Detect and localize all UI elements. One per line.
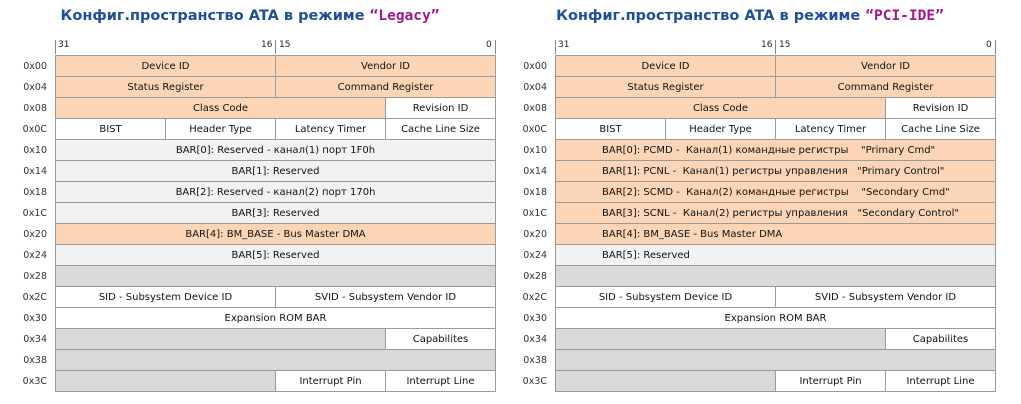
offset-label: 0x04: [23, 82, 47, 93]
revision-id-cell: Revision ID: [385, 97, 496, 119]
reserved-cell: [55, 328, 386, 350]
bist-cell: BIST: [55, 118, 166, 140]
svid-cell: SVID - Subsystem Vendor ID: [275, 286, 496, 308]
offset-label: 0x20: [523, 229, 547, 240]
bar3-cell: BAR[3]: Reserved: [55, 202, 496, 224]
offset-label: 0x2C: [522, 292, 547, 303]
class-code-cell: Class Code: [555, 97, 886, 119]
offset-label: 0x34: [523, 334, 547, 345]
device-id-cell: Device ID: [55, 55, 276, 77]
interrupt-line-cell: Interrupt Line: [385, 370, 496, 392]
reserved-cell: [55, 370, 276, 392]
offset-label: 0x1C: [522, 208, 547, 219]
offset-label: 0x1C: [22, 208, 47, 219]
svid-cell: SVID - Subsystem Vendor ID: [775, 286, 996, 308]
legacy-mode-label: “Legacy”: [369, 8, 440, 24]
device-id-cell: Device ID: [555, 55, 776, 77]
offset-label: 0x0C: [522, 124, 547, 135]
bit-16-label: 16: [261, 40, 273, 50]
interrupt-pin-cell: Interrupt Pin: [775, 370, 886, 392]
expansion-rom-cell: Expansion ROM BAR: [555, 307, 996, 329]
reserved-row-cell: [555, 265, 996, 287]
bist-cell: BIST: [555, 118, 666, 140]
bar2-cell: BAR[2]: SCMD - Канал(2) командные регистры "Secondary Cmd": [555, 181, 996, 203]
pci-ide-panel: [500, 0, 1000, 404]
capabilities-cell: Capabilites: [385, 328, 496, 350]
command-register-cell: Command Register: [775, 76, 996, 98]
offset-label: 0x04: [523, 82, 547, 93]
reserved-row-cell: [55, 265, 496, 287]
bit-31-label: 31: [558, 40, 570, 50]
bar5-cell: BAR[5]: Reserved: [55, 244, 496, 266]
command-register-cell: Command Register: [275, 76, 496, 98]
expansion-rom-cell: Expansion ROM BAR: [55, 307, 496, 329]
offset-label: 0x2C: [22, 292, 47, 303]
offset-label: 0x10: [23, 145, 47, 156]
status-register-cell: Status Register: [55, 76, 276, 98]
offset-label: 0x00: [23, 61, 47, 72]
offset-label: 0x24: [523, 250, 547, 261]
latency-timer-cell: Latency Timer: [275, 118, 386, 140]
bit-0-label: 0: [986, 40, 992, 50]
bit-ruler: [55, 40, 496, 54]
bar2-cell: BAR[2]: Reserved - канал(2) порт 170h: [55, 181, 496, 203]
sid-cell: SID - Subsystem Device ID: [555, 286, 776, 308]
header-type-cell: Header Type: [165, 118, 276, 140]
bar1-cell: BAR[1]: Reserved: [55, 160, 496, 182]
offset-label: 0x34: [23, 334, 47, 345]
offset-label: 0x38: [23, 355, 47, 366]
offset-label: 0x38: [523, 355, 547, 366]
offset-label: 0x24: [23, 250, 47, 261]
reserved-row-cell: [55, 349, 496, 371]
offset-label: 0x0C: [22, 124, 47, 135]
interrupt-pin-cell: Interrupt Pin: [275, 370, 386, 392]
offset-label: 0x28: [523, 271, 547, 282]
class-code-cell: Class Code: [55, 97, 386, 119]
bit-15-label: 15: [279, 40, 291, 50]
capabilities-cell: Capabilites: [885, 328, 996, 350]
offset-label: 0x3C: [22, 376, 47, 387]
offset-label: 0x08: [523, 103, 547, 114]
bit-0-label: 0: [486, 40, 492, 50]
pci-ide-mode-label: “PCI-IDE”: [865, 8, 944, 24]
legacy-panel: [0, 0, 500, 404]
bar4-cell: BAR[4]: BM_BASE - Bus Master DMA: [55, 223, 496, 245]
register-grid: [555, 55, 996, 391]
offset-label: 0x14: [523, 166, 547, 177]
bar0-cell: BAR[0]: PCMD - Канал(1) командные регистры "Primary Cmd": [555, 139, 996, 161]
sid-cell: SID - Subsystem Device ID: [55, 286, 276, 308]
status-register-cell: Status Register: [555, 76, 776, 98]
offset-label: 0x14: [23, 166, 47, 177]
offset-label: 0x00: [523, 61, 547, 72]
offset-label: 0x20: [23, 229, 47, 240]
interrupt-line-cell: Interrupt Line: [885, 370, 996, 392]
latency-timer-cell: Latency Timer: [775, 118, 886, 140]
offset-label: 0x10: [523, 145, 547, 156]
bar0-cell: BAR[0]: Reserved - канал(1) порт 1F0h: [55, 139, 496, 161]
offset-label: 0x30: [23, 313, 47, 324]
reserved-row-cell: [555, 349, 996, 371]
offset-label: 0x18: [23, 187, 47, 198]
bar5-cell: BAR[5]: Reserved: [555, 244, 996, 266]
offset-label: 0x3C: [522, 376, 547, 387]
bar3-cell: BAR[3]: SCNL - Канал(2) регистры управления "Secondary Control": [555, 202, 996, 224]
bar4-cell: BAR[4]: BM_BASE - Bus Master DMA: [555, 223, 996, 245]
cache-line-size-cell: Cache Line Size: [885, 118, 996, 140]
bit-ruler: [555, 40, 996, 54]
bit-15-label: 15: [779, 40, 791, 50]
vendor-id-cell: Vendor ID: [275, 55, 496, 77]
bit-16-label: 16: [761, 40, 773, 50]
revision-id-cell: Revision ID: [885, 97, 996, 119]
bar1-cell: BAR[1]: PCNL - Канал(1) регистры управления "Primary Control": [555, 160, 996, 182]
offset-label: 0x18: [523, 187, 547, 198]
bit-31-label: 31: [58, 40, 70, 50]
register-grid: [55, 55, 496, 391]
offset-label: 0x30: [523, 313, 547, 324]
reserved-cell: [555, 328, 886, 350]
header-type-cell: Header Type: [665, 118, 776, 140]
offset-label: 0x28: [23, 271, 47, 282]
reserved-cell: [555, 370, 776, 392]
pci-ide-title: Конфиг.пространство ATA в режиме “PCI-IDE”: [556, 8, 944, 24]
vendor-id-cell: Vendor ID: [775, 55, 996, 77]
cache-line-size-cell: Cache Line Size: [385, 118, 496, 140]
offset-label: 0x08: [23, 103, 47, 114]
legacy-title: Конфиг.пространство ATA в режиме “Legacy”: [60, 8, 440, 24]
